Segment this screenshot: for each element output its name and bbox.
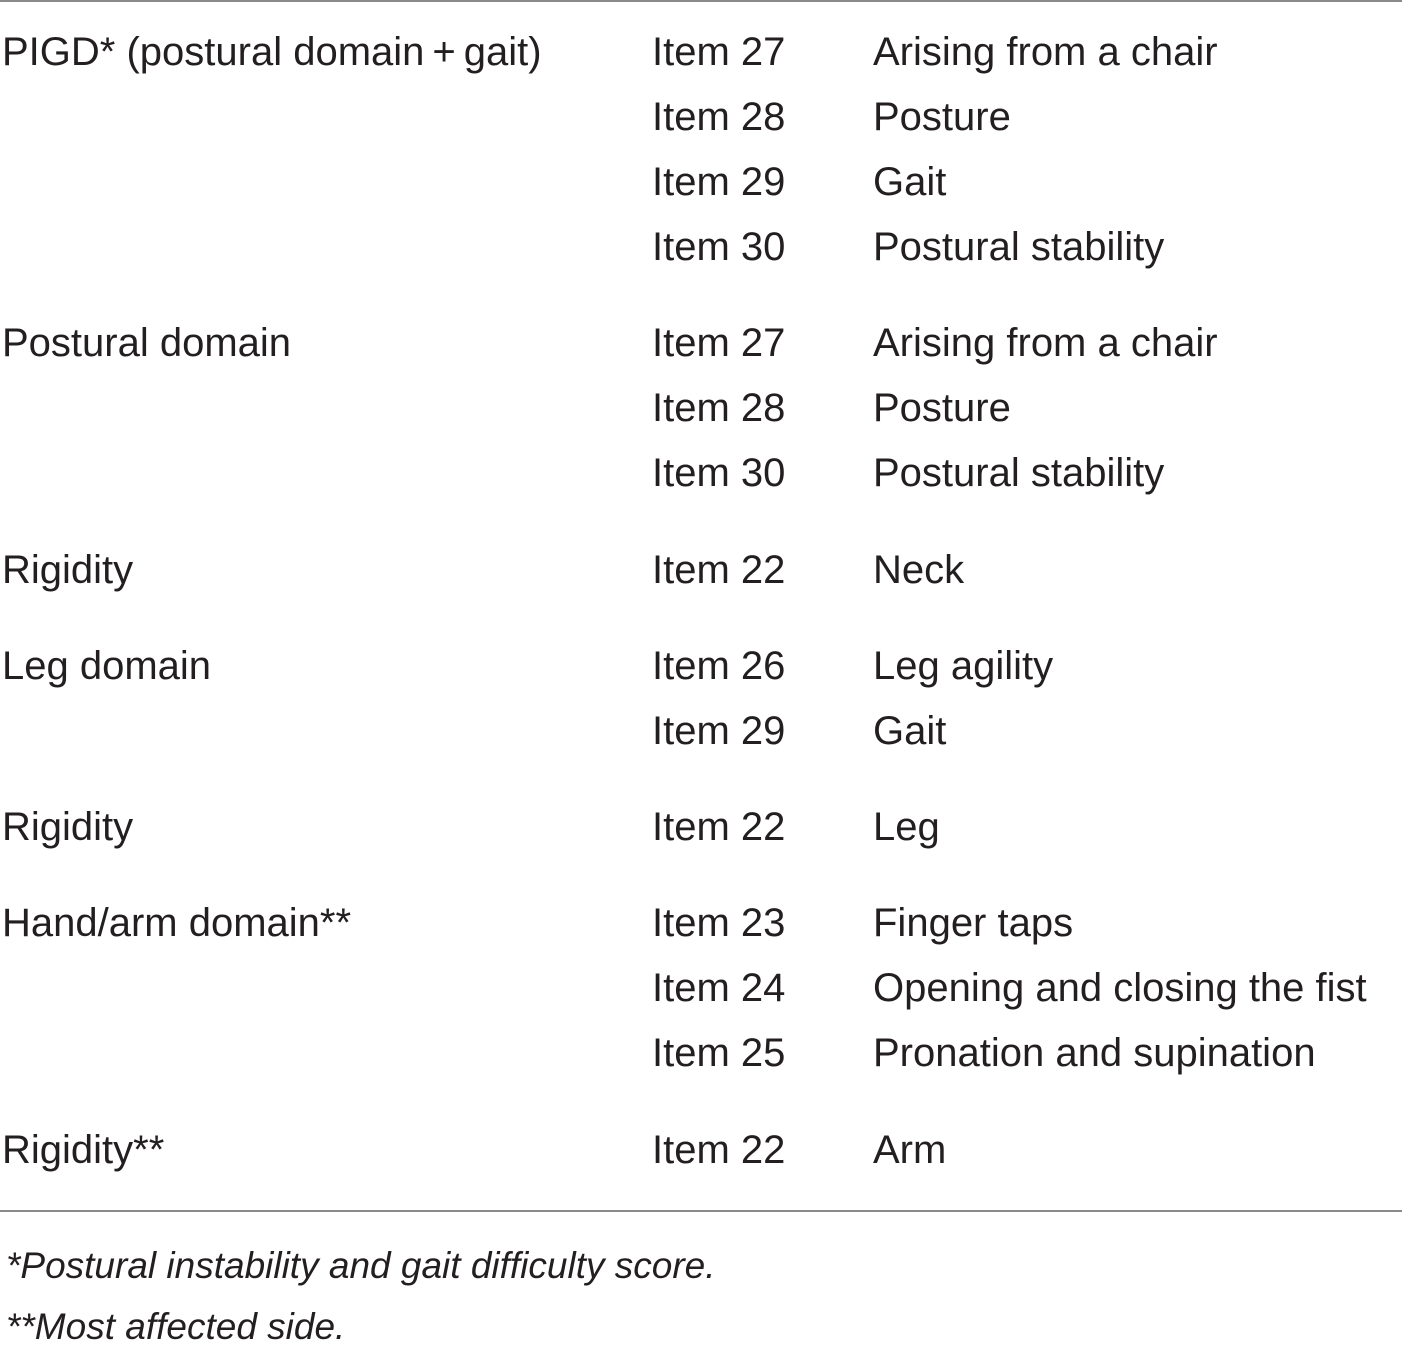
item-cell: Item 28	[652, 95, 786, 139]
table-row	[0, 87, 1402, 147]
description-cell: Gait	[873, 709, 947, 753]
description-cell: Neck	[873, 548, 965, 592]
description-cell: Pronation and supination	[873, 1031, 1316, 1075]
item-cell: Item 28	[652, 386, 786, 430]
table-bottom-rule	[0, 1210, 1402, 1212]
item-cell: Item 30	[652, 225, 786, 269]
domain-cell: Rigidity**	[2, 1128, 165, 1172]
domain-cell: Leg domain	[2, 644, 212, 688]
table-row	[0, 636, 1402, 696]
item-cell: Item 24	[652, 966, 786, 1010]
footnote-most-affected: **Most affected side.	[6, 1306, 346, 1347]
description-cell: Gait	[873, 160, 947, 204]
table-row	[0, 1120, 1402, 1180]
table-row	[0, 217, 1402, 277]
domain-cell: Rigidity	[2, 805, 134, 849]
description-cell: Posture	[873, 386, 1011, 430]
description-cell: Arising from a chair	[873, 30, 1218, 74]
item-cell: Item 23	[652, 901, 786, 945]
footnote-pigd: *Postural instability and gait difficulty score.	[6, 1245, 716, 1286]
table-row	[0, 797, 1402, 857]
description-cell: Leg	[873, 805, 940, 849]
description-cell: Opening and closing the fist	[873, 966, 1367, 1010]
table-row	[0, 313, 1402, 373]
domain-cell: Hand/arm domain**	[2, 901, 352, 945]
table-row	[0, 958, 1402, 1018]
description-cell: Postural stability	[873, 225, 1165, 269]
description-cell: Postural stability	[873, 451, 1165, 495]
table-row	[0, 443, 1402, 503]
item-cell: Item 30	[652, 451, 786, 495]
table-row	[0, 378, 1402, 438]
item-cell: Item 22	[652, 805, 786, 849]
item-cell: Item 26	[652, 644, 786, 688]
item-cell: Item 22	[652, 548, 786, 592]
item-cell: Item 27	[652, 321, 786, 365]
domain-cell: PIGD* (postural domain + gait)	[2, 30, 542, 74]
table-row	[0, 1023, 1402, 1083]
description-cell: Arm	[873, 1128, 947, 1172]
table-row	[0, 893, 1402, 953]
item-cell: Item 25	[652, 1031, 786, 1075]
table-row	[0, 701, 1402, 761]
table-top-rule	[0, 0, 1402, 2]
item-cell: Item 22	[652, 1128, 786, 1172]
domain-cell: Postural domain	[2, 321, 292, 365]
table-row	[0, 22, 1402, 82]
item-cell: Item 29	[652, 709, 786, 753]
description-cell: Leg agility	[873, 644, 1054, 688]
description-cell: Posture	[873, 95, 1011, 139]
description-cell: Arising from a chair	[873, 321, 1218, 365]
item-cell: Item 27	[652, 30, 786, 74]
table-row	[0, 540, 1402, 600]
domain-cell: Rigidity	[2, 548, 134, 592]
table-row	[0, 152, 1402, 212]
description-cell: Finger taps	[873, 901, 1074, 945]
item-cell: Item 29	[652, 160, 786, 204]
